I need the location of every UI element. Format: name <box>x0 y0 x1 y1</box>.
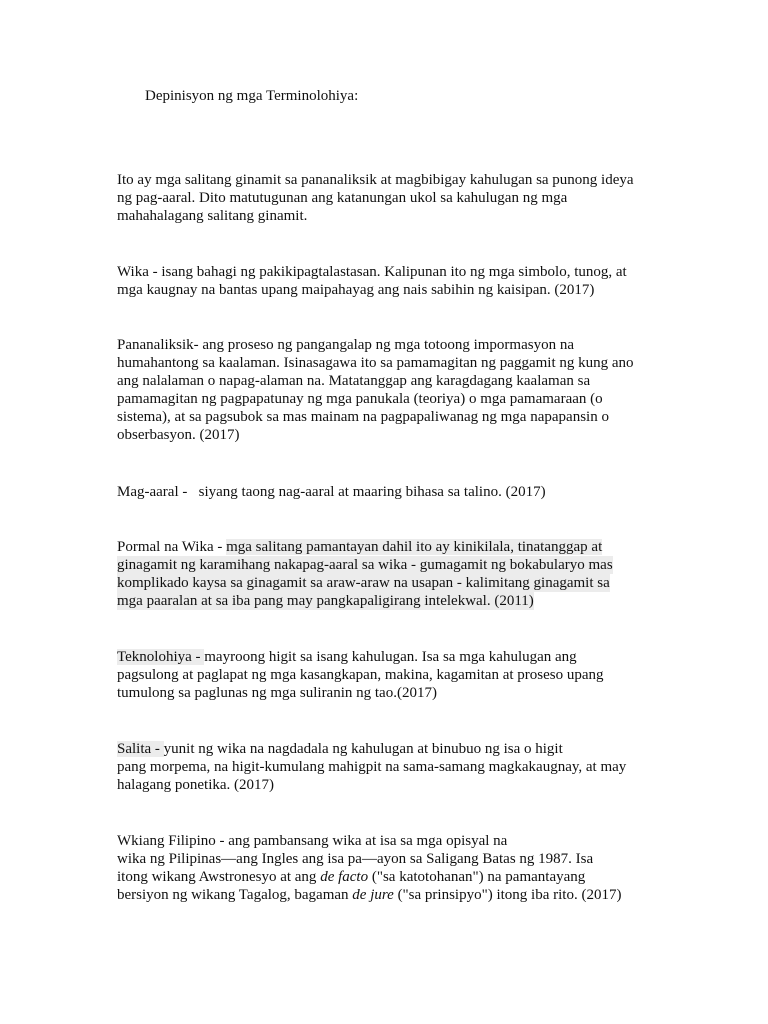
definition-line <box>117 538 602 556</box>
definition-mag-aaral: Mag-aaral - siyang taong nag-aaral at maaring bihasa sa talino. (2017) <box>117 484 546 500</box>
italic-term: de facto <box>320 869 369 885</box>
page-title: Depinisyon ng mga Terminolohiya: <box>145 88 359 104</box>
definition-line: Pananaliksik- ang proseso ng pangangalap ng mga totoong impormasyon na <box>117 337 574 353</box>
definition-line: mga kaugnay na bantas upang maipahayag ang nais sabihin ng kaisipan. (2017) <box>117 282 595 298</box>
term-label: Salita - <box>117 741 164 757</box>
definition-text: mayroong higit sa isang kahulugan. Isa sa mga kahulugan ang <box>204 649 577 665</box>
intro-line: Ito ay mga salitang ginamit sa pananaliksik at magbibigay kahulugan sa punong ideya <box>117 172 634 188</box>
italic-term: de jure <box>352 887 394 903</box>
term-label: Pormal na Wika - <box>117 539 227 555</box>
definition-line <box>117 886 621 904</box>
term-label: Teknolohiya - <box>117 649 205 665</box>
highlighted-text: ginagamit ng karamihang nakapag-aaral sa wika - gumagamit ng bokabularyo mas <box>117 557 613 573</box>
highlighted-text: komplikado kaysa sa ginagamit sa araw-araw na usapan - kalimitang ginagamit sa <box>117 575 610 591</box>
definition-line <box>117 868 585 886</box>
definition-line: tumulong sa paglunas ng mga suliranin ng tao.(2017) <box>117 685 437 701</box>
intro-line: ng pag-aaral. Dito matutugunan ang katanungan ukol sa kahulugan ng mga <box>117 190 568 206</box>
definition-line <box>117 740 563 758</box>
definition-line: obserbasyon. (2017) <box>117 427 240 443</box>
definition-line: pang morpema, na higit-kumulang mahigpit na sama-samang magkakaugnay, at may <box>117 759 627 775</box>
definition-line: Wika - isang bahagi ng pakikipagtalastasan. Kalipunan ito ng mga simbolo, tunog, at <box>117 264 627 280</box>
definition-line: pamamagitan ng pagpapatunay ng mga panukala (teoriya) o mga pamamaraan (o <box>117 391 603 407</box>
definition-line: wika ng Pilipinas—ang Ingles ang isa pa—ayon sa Saligang Batas ng 1987. Isa <box>117 851 594 867</box>
intro-line: mahahalagang salitang ginamit. <box>117 208 308 224</box>
definition-line: humahantong sa kaalaman. Isinasagawa ito sa pamamagitan ng paggamit ng kung ano <box>117 355 634 371</box>
definition-line: pagsulong at paglapat ng mga kasangkapan, makina, kagamitan at proseso upang <box>117 667 604 683</box>
text-run: itong wikang Awstronesyo at ang <box>117 869 321 885</box>
definition-line <box>117 648 577 666</box>
definition-line: ang nalalaman o napag-alaman na. Matatanggap ang karagdagang kaalaman sa <box>117 373 591 389</box>
text-run: bersiyon ng wikang Tagalog, bagaman <box>117 887 353 903</box>
highlighted-text: mga salitang pamantayan dahil ito ay kinikilala, tinatanggap at <box>226 539 603 555</box>
definition-line: sistema), at sa pagsubok sa mas mainam na pagpapaliwanag ng mga napapansin o <box>117 409 609 425</box>
definition-line: halagang ponetika. (2017) <box>117 777 275 793</box>
highlighted-text: mga paaralan at sa iba pang may pangkapaligirang intelekwal. (2011) <box>117 593 534 609</box>
text-run: ("sa prinsipyo") itong iba rito. (2017) <box>393 887 622 903</box>
text-run: ("sa katotohanan") na pamantayang <box>368 869 586 885</box>
definition-text: yunit ng wika na nagdadala ng kahulugan at binubuo ng isa o higit <box>163 741 563 757</box>
definition-line: Wkiang Filipino - ang pambansang wika at isa sa mga opisyal na <box>117 833 508 849</box>
